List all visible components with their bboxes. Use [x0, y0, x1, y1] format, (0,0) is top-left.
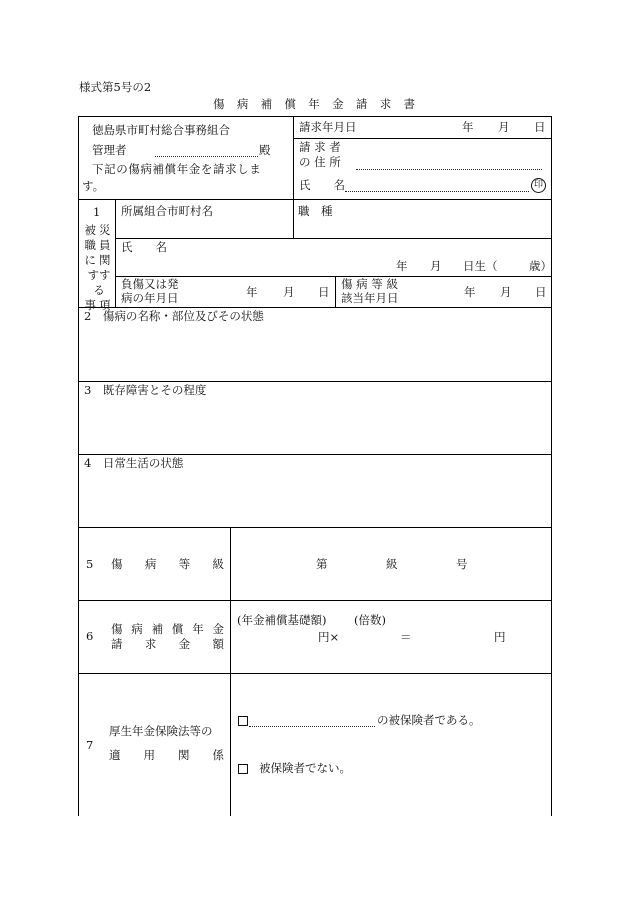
section6-label-2: 請 求 金 額	[111, 637, 224, 651]
section5-label: 傷 病 等 級	[111, 557, 224, 571]
form-number: 様式第5号の2	[79, 80, 152, 94]
grade-kyu: 級	[386, 557, 398, 571]
divider	[335, 276, 336, 307]
age-suffix: 歳）	[529, 259, 552, 273]
section6-label: 傷 病 補 償 年 金	[111, 622, 224, 636]
request-date-year: 年	[462, 120, 474, 134]
claimant-name-label: 氏 名	[299, 178, 345, 192]
request-date-day: 日	[534, 120, 546, 134]
request-date-month: 月	[498, 120, 510, 134]
divider	[230, 527, 231, 816]
section1-side-label: 被災 職員 に関 すする 事項	[84, 223, 114, 312]
yen-unit: 円	[494, 630, 506, 644]
claimant-address-field[interactable]	[356, 169, 542, 170]
section6-number: 6	[86, 629, 94, 643]
section7-number: 7	[86, 738, 94, 752]
grade-day: 日	[535, 285, 547, 299]
section7-label: 厚生年金保険法等の	[109, 724, 213, 738]
divider	[78, 527, 552, 528]
section2-label: 2 傷病の名称・部位及びその状態	[84, 309, 264, 323]
insured-option-label: の被保険者である。	[377, 713, 481, 727]
grade-dai: 第	[316, 557, 328, 571]
grade-date-label-2: 該当年月日	[341, 291, 399, 305]
birth-month: 月	[430, 259, 442, 273]
divider	[78, 381, 552, 382]
insured-checkbox[interactable]	[238, 716, 248, 726]
manager-name-field[interactable]	[155, 156, 258, 157]
manager-label: 管理者	[92, 143, 127, 157]
divider	[115, 238, 552, 239]
injury-month: 月	[283, 285, 295, 299]
injury-day: 日	[318, 285, 330, 299]
insurance-law-field[interactable]	[249, 726, 375, 727]
page-title: 傷 病 補 償 年 金 請 求 書	[213, 97, 415, 111]
grade-year: 年	[464, 285, 476, 299]
table-border-left	[78, 116, 79, 816]
divider	[293, 116, 294, 239]
divider	[78, 454, 552, 455]
injury-date-label-2: 病の年月日	[121, 291, 179, 305]
grade-date-label: 傷 病 等 級	[341, 277, 398, 291]
grade-month: 月	[500, 285, 512, 299]
section1-number: 1	[93, 205, 101, 219]
divider	[293, 138, 552, 139]
claimant-label: 請 求 者	[299, 140, 341, 154]
table-border-top	[78, 116, 552, 117]
birth-year: 年	[396, 259, 408, 273]
injury-year: 年	[246, 285, 258, 299]
divider	[115, 199, 116, 307]
claimant-name-field[interactable]	[345, 191, 529, 192]
section3-label: 3 既存障害とその程度	[84, 383, 207, 397]
seal-mark: 印	[531, 178, 546, 193]
claimant-address-label: の 住 所	[299, 155, 341, 169]
request-date-label: 請求年月日	[299, 120, 357, 134]
yen-times: 円×	[318, 630, 340, 644]
birth-day: 日生（	[463, 259, 498, 273]
addressee: 徳島県市町村総合事務組合	[92, 123, 230, 137]
divider	[78, 307, 552, 308]
divider	[78, 673, 552, 674]
injury-date-label: 負傷又は発	[121, 277, 179, 291]
grade-go: 号	[456, 557, 468, 571]
base-amount-label: (年金補償基礎額)	[237, 613, 327, 627]
not-insured-option-label: 被保険者でない。	[259, 761, 351, 775]
statement: 下記の傷病補償年金を請求しま	[92, 162, 262, 176]
section4-label: 4 日常生活の状態	[84, 456, 184, 470]
affiliation-label: 所属組合市町村名	[121, 204, 213, 218]
not-insured-checkbox[interactable]	[238, 764, 248, 774]
job-label: 職 種	[298, 204, 333, 218]
section7-label-2: 適 用 関 係	[109, 748, 224, 762]
equals-sign: ＝	[400, 630, 412, 644]
statement-cont: す。	[82, 179, 105, 193]
section5-number: 5	[86, 557, 94, 571]
divider	[78, 199, 552, 200]
divider	[78, 600, 552, 601]
honorific: 殿	[259, 143, 271, 157]
multiplier-label: (倍数)	[354, 613, 386, 627]
victim-name-label: 氏 名	[121, 240, 167, 254]
table-border-right	[551, 116, 552, 816]
divider	[115, 276, 552, 277]
